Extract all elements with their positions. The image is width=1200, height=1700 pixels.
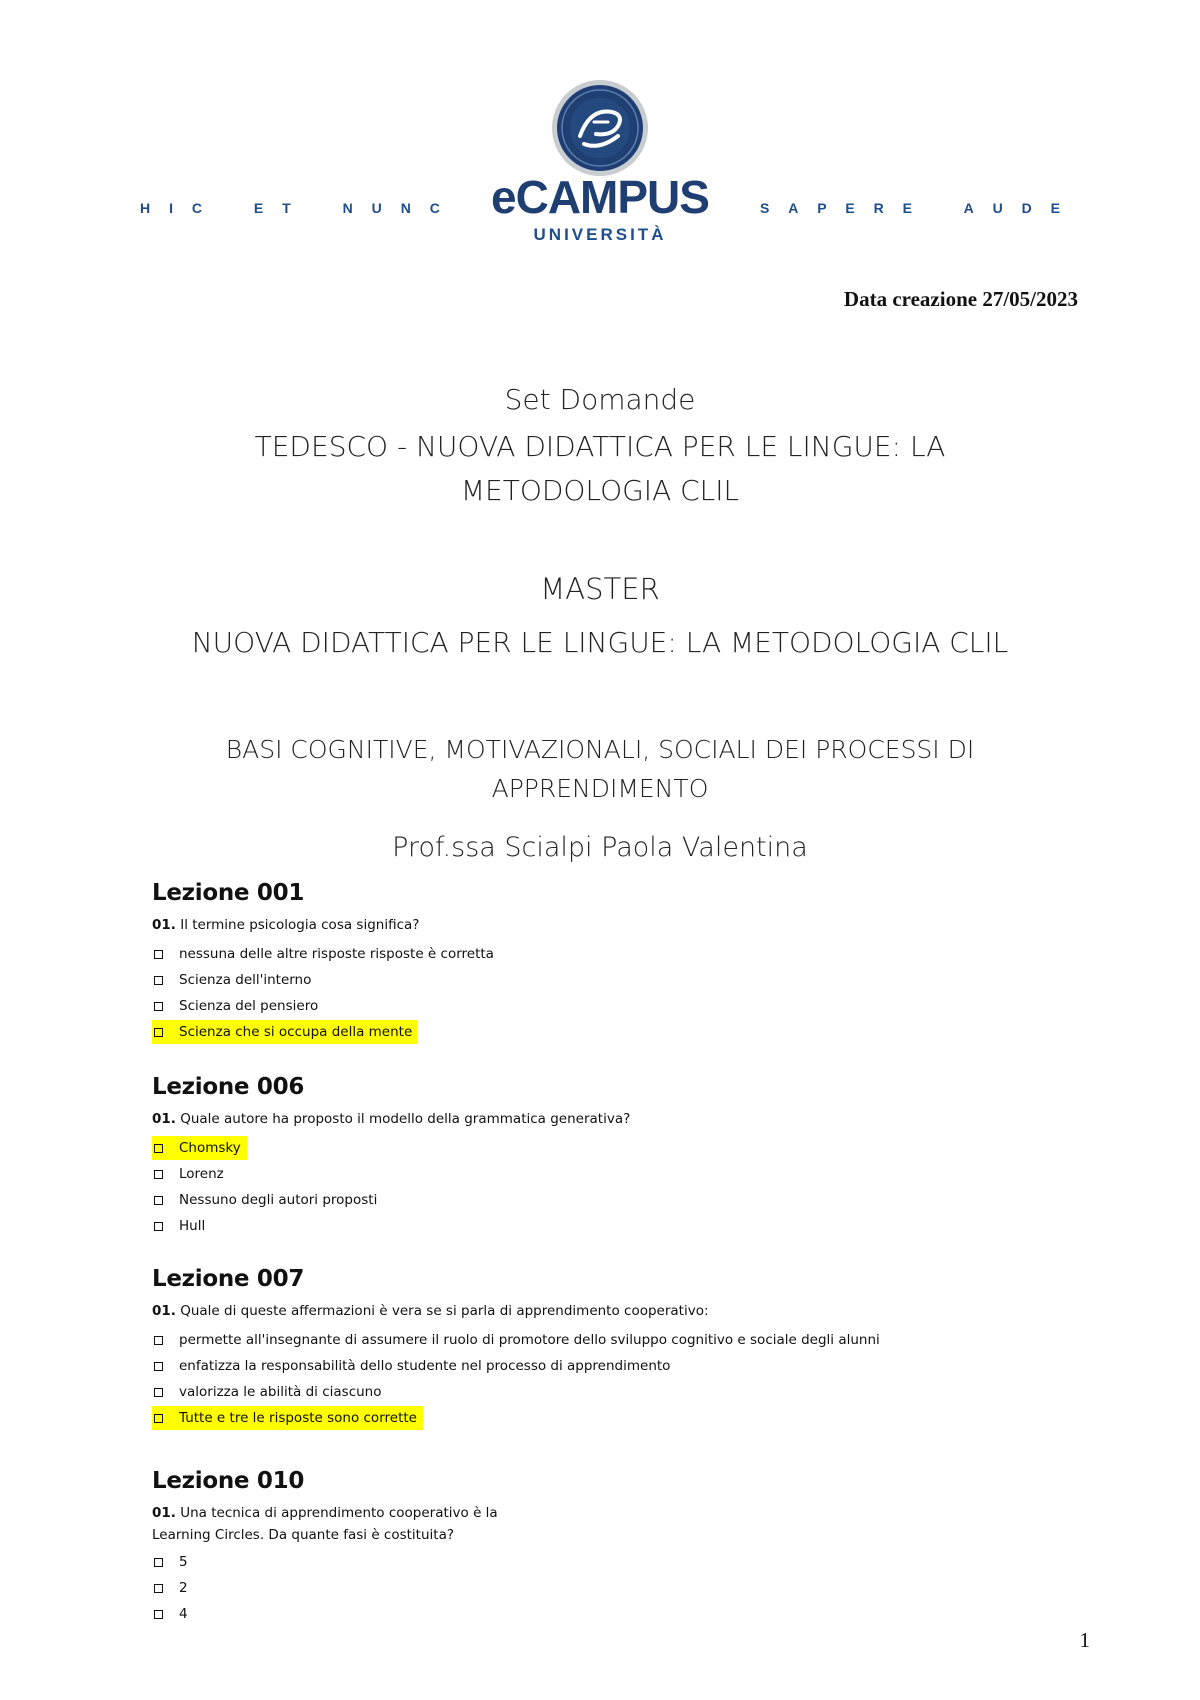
checkbox-icon[interactable]: [154, 1336, 163, 1345]
answer-option[interactable]: [152, 1602, 1102, 1628]
set-title: Set Domande: [504, 383, 696, 416]
checkbox-icon[interactable]: [154, 1362, 163, 1371]
motto-letter: U: [992, 200, 1003, 216]
lesson-001: [152, 880, 1102, 1046]
motto-letter: S: [760, 200, 770, 216]
checkbox-icon[interactable]: [154, 1170, 163, 1179]
question-text: Quale autore ha proposto il modello della grammatica generativa?: [175, 1111, 631, 1127]
checkbox-icon[interactable]: [154, 1558, 163, 1567]
lesson-title: Lezione 007: [152, 1266, 305, 1292]
question-number: 01.: [152, 1303, 176, 1319]
motto-letter: P: [817, 200, 827, 216]
checkbox-icon[interactable]: [154, 1388, 163, 1397]
motto-letter: D: [1021, 200, 1032, 216]
question: [152, 1108, 1102, 1130]
answer-option[interactable]: [152, 1576, 1102, 1602]
motto-letter: I: [169, 200, 173, 216]
answer-text: Scienza del pensiero: [179, 998, 319, 1014]
motto-right: [760, 200, 1060, 216]
lesson-title: Lezione 010: [152, 1468, 305, 1494]
lesson-006: [152, 1074, 1102, 1240]
question-text: Quale di queste affermazioni è vera se si parla di apprendimento cooperativo:: [175, 1303, 709, 1319]
motto-letter: C: [429, 200, 440, 216]
question: [152, 914, 1102, 936]
motto-letter: C: [191, 200, 203, 216]
answer-text: Lorenz: [179, 1166, 224, 1182]
answer-text: Nessuno degli autori proposti: [179, 1192, 378, 1208]
answer-text: Scienza che si occupa della mente: [179, 1024, 413, 1040]
motto-letter: U: [371, 200, 382, 216]
motto-letter: E: [253, 200, 264, 216]
course-title-line: TEDESCO - NUOVA DIDATTICA PER LE LINGUE: LA: [254, 430, 946, 463]
checkbox-icon[interactable]: [154, 950, 163, 959]
answer-option[interactable]: [152, 1214, 1102, 1240]
brand-subtitle: UNIVERSITÀ: [533, 225, 667, 244]
question-text: Il termine psicologia cosa significa?: [175, 917, 420, 933]
motto-letter: N: [400, 200, 411, 216]
motto-letter: N: [342, 200, 353, 216]
answer-option[interactable]: [152, 1188, 1102, 1214]
question-number: 01.: [152, 1111, 176, 1127]
answer-list: [152, 942, 1102, 1046]
ecampus-emblem-icon: [550, 78, 650, 178]
checkbox-icon[interactable]: [154, 1028, 163, 1037]
answer-option[interactable]: [152, 1162, 1102, 1188]
answer-text: Scienza dell'interno: [179, 972, 312, 988]
answer-text: nessuna delle altre risposte risposte è corretta: [179, 946, 494, 962]
lesson-010: [152, 1468, 1102, 1628]
motto-letter: A: [788, 200, 799, 216]
motto-letter: E: [845, 200, 855, 216]
master-label: MASTER: [540, 572, 660, 606]
answer-list: [152, 1550, 1102, 1628]
answer-text: Hull: [179, 1218, 206, 1234]
module-title: [100, 730, 1100, 808]
answer-option-correct[interactable]: [152, 1136, 1102, 1162]
answer-option[interactable]: [152, 1380, 1102, 1406]
checkbox-icon[interactable]: [154, 976, 163, 985]
answer-option[interactable]: [152, 942, 1102, 968]
creation-date: Data creazione 27/05/2023: [843, 287, 1078, 311]
answer-text: permette all'insegnante di assumere il ruolo di promotore dello sviluppo cognitivo e sociale degli alunni: [179, 1332, 880, 1348]
lesson-title: Lezione 006: [152, 1074, 305, 1100]
lesson-007: [152, 1266, 1102, 1432]
checkbox-icon[interactable]: [154, 1610, 163, 1619]
answer-list: [152, 1328, 1102, 1432]
answer-option[interactable]: [152, 968, 1102, 994]
motto-letter: A: [963, 200, 974, 216]
answer-text: 4: [179, 1606, 188, 1622]
motto-letter: R: [873, 200, 884, 216]
course-title: [100, 425, 1100, 513]
answer-option[interactable]: [152, 1354, 1102, 1380]
motto-letter: H: [140, 200, 151, 216]
answer-option[interactable]: [152, 994, 1102, 1020]
question: [152, 1502, 1102, 1546]
answer-option[interactable]: [152, 1328, 1102, 1354]
checkbox-icon[interactable]: [154, 1002, 163, 1011]
answer-option[interactable]: [152, 1550, 1102, 1576]
answer-text: valorizza le abilità di ciascuno: [179, 1384, 382, 1400]
page-number: 1: [1079, 1628, 1090, 1652]
answer-text: 2: [179, 1580, 188, 1596]
question-number: 01.: [152, 917, 176, 933]
motto-left: [140, 200, 440, 216]
module-title-line: APPRENDIMENTO: [491, 774, 709, 803]
motto-letter: T: [282, 200, 291, 216]
master-name: NUOVA DIDATTICA PER LE LINGUE: LA METODOLOGIA CLIL: [191, 626, 1009, 659]
course-title-line: METODOLOGIA CLIL: [460, 474, 740, 507]
answer-option-correct[interactable]: [152, 1406, 1102, 1432]
answer-text: Tutte e tre le risposte sono corrette: [179, 1410, 417, 1426]
checkbox-icon[interactable]: [154, 1196, 163, 1205]
checkbox-icon[interactable]: [154, 1222, 163, 1231]
lesson-title: Lezione 001: [152, 880, 305, 906]
question: [152, 1300, 1102, 1322]
module-title-line: BASI COGNITIVE, MOTIVAZIONALI, SOCIALI DEI PROCESSI DI: [225, 735, 975, 764]
motto-letter: E: [1050, 200, 1060, 216]
question-text: Una tecnica di apprendimento cooperativo è la: [175, 1505, 498, 1521]
university-header: [0, 70, 1200, 260]
answer-list: [152, 1136, 1102, 1240]
answer-text: Chomsky: [179, 1140, 241, 1156]
brand-name: eCAMPUS: [491, 171, 709, 223]
checkbox-icon[interactable]: [154, 1584, 163, 1593]
question-text: Learning Circles. Da quante fasi è costituita?: [152, 1527, 455, 1543]
motto-letter: E: [902, 200, 912, 216]
answer-text: enfatizza la responsabilità dello studente nel processo di apprendimento: [179, 1358, 671, 1374]
question-number: 01.: [152, 1505, 176, 1521]
checkbox-icon[interactable]: [154, 1144, 163, 1153]
professor-name: Prof.ssa Scialpi Paola Valentina: [392, 832, 808, 863]
answer-option-correct[interactable]: [152, 1020, 1102, 1046]
answer-text: 5: [179, 1554, 188, 1570]
checkbox-icon[interactable]: [154, 1414, 163, 1423]
